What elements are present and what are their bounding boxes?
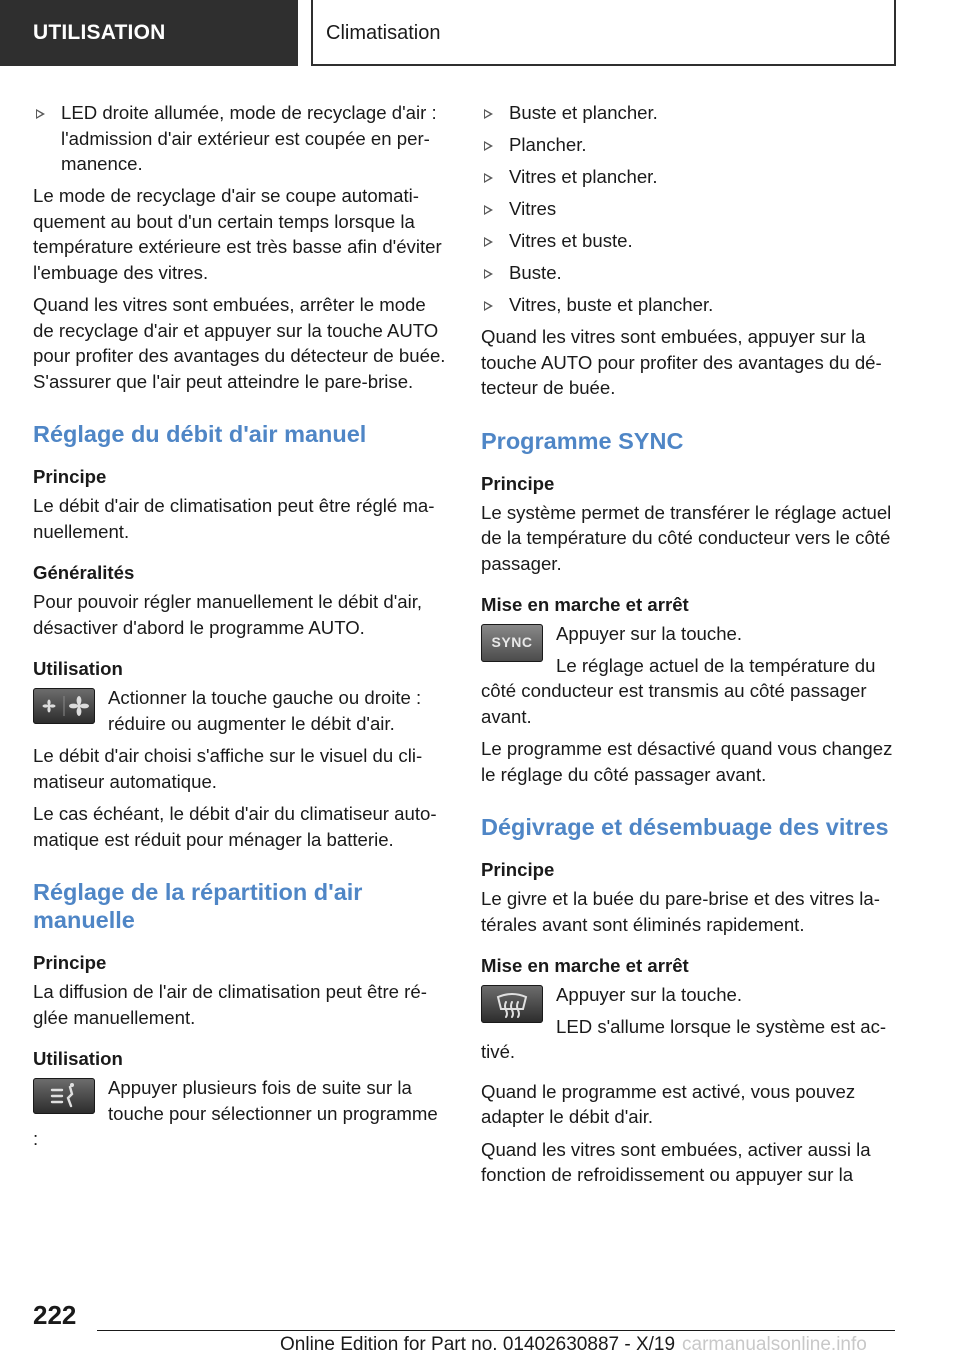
subheading-utilisation: Utilisation bbox=[33, 1048, 123, 1069]
paragraph: Le débit d'air de climatisation peut être réglé manuellement. bbox=[33, 495, 435, 542]
paragraph: Le programme est désactivé quand vous changez le réglage du côté passager avant. bbox=[481, 738, 893, 785]
fan-speed-button-icon bbox=[33, 688, 95, 724]
triangle-bullet-icon bbox=[484, 269, 493, 279]
triangle-bullet-icon bbox=[484, 301, 493, 311]
triangle-bullet-icon bbox=[484, 109, 493, 119]
list-item: Buste. bbox=[481, 260, 897, 286]
program-list bbox=[481, 100, 897, 318]
paragraph: Le givre et la buée du pare-brise et des vitres latérales avant sont éliminés rapidement. bbox=[481, 888, 880, 935]
right-column bbox=[481, 100, 897, 1195]
paragraph: Appuyer sur la touche. bbox=[556, 984, 743, 1005]
paragraph: Appuyer plusieurs fois de suite sur la touche pour sélectionner un programme : bbox=[33, 1077, 438, 1149]
subheading-utilisation: Utilisation bbox=[33, 658, 123, 679]
paragraph: Le réglage actuel de la température du côté conducteur est transmis au côté passager avant. bbox=[481, 654, 876, 727]
chapter-tab: Climatisation bbox=[311, 0, 896, 66]
subheading-principe: Principe bbox=[481, 472, 555, 494]
air-distribution-button-icon bbox=[33, 1078, 95, 1114]
paragraph: Appuyer sur la touche. bbox=[556, 623, 743, 644]
subheading-generalites: Généralités bbox=[33, 562, 135, 583]
paragraph: Quand le programme est activé, vous pouvez adapter le débit d'air. bbox=[481, 1080, 856, 1127]
list-item: Vitres et buste. bbox=[481, 228, 897, 254]
paragraph: Le débit d'air choisi s'affiche sur le visuel du climatiseur automatique. bbox=[33, 745, 423, 792]
list-item: Plancher. bbox=[481, 132, 897, 158]
defrost-button-icon bbox=[481, 985, 543, 1023]
paragraph: Quand les vitres sont embuées, appuyer sur la touche AUTO pour profiter des avantages du détecteur de buée. bbox=[481, 326, 882, 398]
paragraph: Le système permet de transférer le réglage actuel de la température du côté conducteur vers le côté passager. bbox=[481, 501, 892, 574]
watermark: carmanualsonline.info bbox=[682, 1334, 867, 1355]
paragraph: Quand les vitres sont embuées, arrêter le mode de recyclage d'air et appuyer sur la touche AUTO pour profiter des avantages du détecteur de buée. S'assurer que l'air peut atteindre le pare-brise. bbox=[33, 294, 446, 392]
left-column bbox=[33, 100, 447, 1159]
footer-edition: Online Edition for Part no. 01402630887 - X/19 bbox=[280, 1334, 676, 1355]
bullet-text: LED droite allumée, mode de recyclage d'air : l'admission d'air extérieur est coupée en permanence. bbox=[61, 102, 437, 174]
list-item: Buste et plancher. bbox=[481, 100, 897, 126]
page-number: 222 bbox=[33, 1300, 77, 1330]
paragraph: Le mode de recyclage d'air se coupe automatiquement au bout d'un certain temps lorsque la température extérieure est très basse afin d'éviter l'embuage des vitres. bbox=[33, 185, 442, 283]
paragraph: Actionner la touche gauche ou droite : réduire ou augmenter le débit d'air. bbox=[108, 687, 422, 734]
triangle-bullet-icon bbox=[36, 109, 45, 119]
paragraph: Pour pouvoir régler manuellement le débit d'air, désactiver d'abord le programme AUTO. bbox=[33, 591, 423, 638]
list-item bbox=[33, 100, 447, 177]
section-heading-debit: Réglage du débit d'air manuel bbox=[33, 421, 367, 447]
triangle-bullet-icon bbox=[484, 141, 493, 151]
paragraph: LED s'allume lorsque le système est activé. bbox=[481, 1015, 887, 1062]
subheading-mise-en-marche: Mise en marche et arrêt bbox=[481, 594, 689, 615]
subheading-mise-en-marche: Mise en marche et arrêt bbox=[481, 955, 689, 976]
sync-button-icon: SYNC bbox=[481, 624, 543, 662]
paragraph: Le cas échéant, le débit d'air du climatiseur automatique est réduit pour ménager la batterie. bbox=[33, 803, 437, 850]
triangle-bullet-icon bbox=[484, 237, 493, 247]
subheading-principe: Principe bbox=[481, 859, 555, 880]
list-item: Vitres bbox=[481, 196, 897, 222]
triangle-bullet-icon bbox=[484, 205, 493, 215]
page-header bbox=[0, 0, 960, 66]
section-heading-sync: Programme SYNC bbox=[481, 427, 684, 454]
list-item: Vitres, buste et plancher. bbox=[481, 292, 897, 318]
list-item: Vitres et plancher. bbox=[481, 164, 897, 190]
section-heading-repartition: Réglage de la répartition d'air manuelle bbox=[33, 879, 363, 933]
paragraph: La diffusion de l'air de climatisation peut être réglée manuellement. bbox=[33, 981, 427, 1028]
section-tab: UTILISATION bbox=[0, 0, 298, 66]
paragraph: Quand les vitres sont embuées, activer aussi la fonction de refroidissement ou appuyer sur la bbox=[481, 1138, 871, 1185]
subheading-principe: Principe bbox=[33, 466, 107, 487]
subheading-principe: Principe bbox=[33, 952, 107, 973]
section-heading-degivrage: Dégivrage et désembuage des vitres bbox=[481, 814, 889, 840]
footer-divider bbox=[97, 1330, 895, 1331]
triangle-bullet-icon bbox=[484, 173, 493, 183]
